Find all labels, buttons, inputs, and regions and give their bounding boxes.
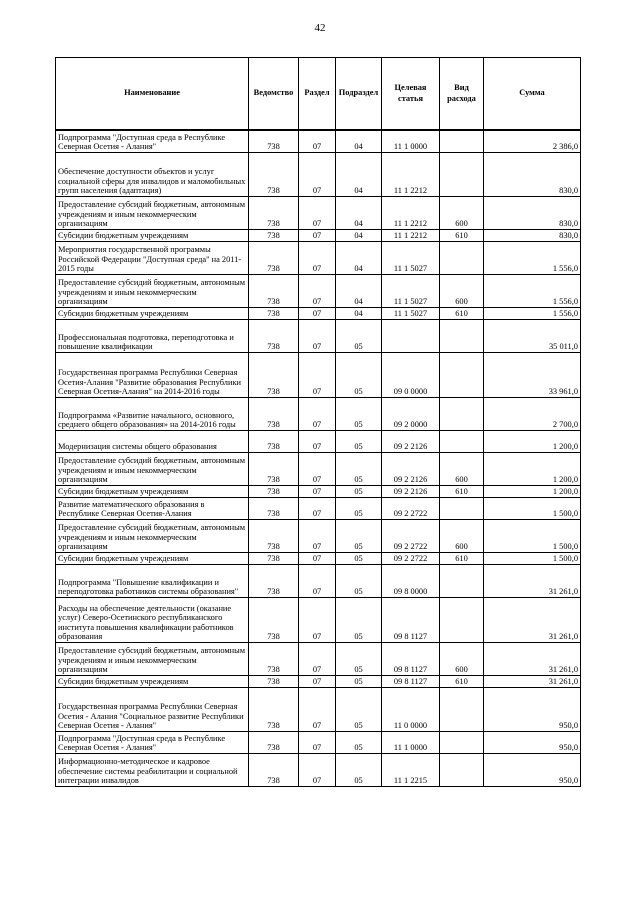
row-expense — [440, 564, 484, 597]
row-sum: 1 556,0 — [484, 307, 581, 319]
row-subsection: 05 — [336, 430, 382, 452]
row-name: Субсидии бюджетным учреждениям — [56, 307, 249, 319]
row-expense: 600 — [440, 519, 484, 552]
row-expense — [440, 687, 484, 731]
row-name: Подпрограмма "Повышение квалификации и переподготовка работников системы образования" — [56, 564, 249, 597]
row-target: 11 1 5027 — [382, 274, 440, 307]
row-name: Обеспечение доступности объектов и услуг социальной сферы для инвалидов и маломобильных групп населения (адаптация) — [56, 152, 249, 196]
row-dept: 738 — [249, 397, 299, 430]
row-dept: 738 — [249, 307, 299, 319]
table-row — [56, 552, 581, 564]
row-target: 11 1 2212 — [382, 152, 440, 196]
row-section: 07 — [299, 196, 336, 229]
row-section: 07 — [299, 642, 336, 675]
row-section: 07 — [299, 352, 336, 397]
row-expense: 610 — [440, 307, 484, 319]
table-row — [56, 519, 581, 552]
row-dept: 738 — [249, 519, 299, 552]
row-dept: 738 — [249, 597, 299, 642]
row-section: 07 — [299, 597, 336, 642]
row-subsection: 04 — [336, 241, 382, 274]
row-target: 11 1 2212 — [382, 229, 440, 241]
row-name: Профессиональная подготовка, переподготовка и повышение квалификации — [56, 319, 249, 352]
row-name: Модернизация системы общего образования — [56, 430, 249, 452]
header-sum: Сумма — [484, 58, 581, 131]
row-target: 09 2 2722 — [382, 519, 440, 552]
row-expense: 600 — [440, 274, 484, 307]
row-sum: 2 386,0 — [484, 130, 581, 152]
row-subsection: 04 — [336, 152, 382, 196]
row-section: 07 — [299, 564, 336, 597]
row-section: 07 — [299, 552, 336, 564]
row-target: 11 0 0000 — [382, 687, 440, 731]
row-expense — [440, 130, 484, 152]
row-subsection: 05 — [336, 552, 382, 564]
header-target: Целевая статья — [382, 58, 440, 131]
row-name: Государственная программа Республики Северная Осетия-Алания "Развитие образования Республики Северная Осетия-Алания" на 2014-2016 годы — [56, 352, 249, 397]
row-subsection: 04 — [336, 229, 382, 241]
row-expense — [440, 497, 484, 519]
row-expense — [440, 352, 484, 397]
row-expense: 600 — [440, 196, 484, 229]
row-dept: 738 — [249, 152, 299, 196]
row-expense — [440, 397, 484, 430]
table-header — [56, 58, 581, 131]
row-expense — [440, 597, 484, 642]
row-dept: 738 — [249, 485, 299, 497]
row-section: 07 — [299, 397, 336, 430]
row-section: 07 — [299, 229, 336, 241]
row-section: 07 — [299, 274, 336, 307]
page-number: 42 — [314, 22, 326, 34]
row-subsection: 05 — [336, 452, 382, 485]
row-sum: 1 200,0 — [484, 430, 581, 452]
budget-table — [55, 57, 581, 787]
row-target — [382, 319, 440, 352]
table-row — [56, 731, 581, 753]
row-name: Подпрограмма "Доступная среда в Республике Северная Осетия - Алания" — [56, 731, 249, 753]
row-name: Предоставление субсидий бюджетным, автономным учреждениям и иным некоммерческим организациям — [56, 452, 249, 485]
row-dept: 738 — [249, 229, 299, 241]
row-expense — [440, 753, 484, 786]
row-subsection: 05 — [336, 352, 382, 397]
row-name: Мероприятия государственной программы Российской Федерации "Доступная среда" на 2011-2015 годы — [56, 241, 249, 274]
row-dept: 738 — [249, 241, 299, 274]
row-target: 09 2 2722 — [382, 497, 440, 519]
row-sum: 830,0 — [484, 196, 581, 229]
row-sum: 830,0 — [484, 152, 581, 196]
row-sum: 1 556,0 — [484, 241, 581, 274]
row-sum: 1 500,0 — [484, 497, 581, 519]
row-expense: 610 — [440, 552, 484, 564]
row-dept: 738 — [249, 687, 299, 731]
table-row — [56, 196, 581, 229]
row-section: 07 — [299, 319, 336, 352]
table-row — [56, 564, 581, 597]
table-row — [56, 274, 581, 307]
row-section: 07 — [299, 307, 336, 319]
row-dept: 738 — [249, 430, 299, 452]
row-expense — [440, 319, 484, 352]
row-name: Субсидии бюджетным учреждениям — [56, 675, 249, 687]
table-body — [56, 130, 581, 786]
row-section: 07 — [299, 130, 336, 152]
row-subsection: 05 — [336, 675, 382, 687]
row-section: 07 — [299, 152, 336, 196]
header-section: Раздел — [299, 58, 336, 131]
row-dept: 738 — [249, 731, 299, 753]
row-dept: 738 — [249, 497, 299, 519]
row-name: Предоставление субсидий бюджетным, автономным учреждениям и иным некоммерческим организациям — [56, 642, 249, 675]
row-target: 09 2 2126 — [382, 452, 440, 485]
row-section: 07 — [299, 731, 336, 753]
row-subsection: 05 — [336, 597, 382, 642]
table-row — [56, 642, 581, 675]
row-target: 09 8 1127 — [382, 597, 440, 642]
header-dept: Ведомство — [249, 58, 299, 131]
row-name: Субсидии бюджетным учреждениям — [56, 485, 249, 497]
row-expense — [440, 152, 484, 196]
row-name: Предоставление субсидий бюджетным, автономным учреждениям и иным некоммерческим организациям — [56, 274, 249, 307]
row-name: Государственная программа Республики Северная Осетия - Алания "Социальное развитие Республики Северная Осетия - Алания" — [56, 687, 249, 731]
header-name: Наименование — [56, 58, 249, 131]
row-subsection: 05 — [336, 397, 382, 430]
row-name: Развитие математического образования в Республике Северная Осетия-Алания — [56, 497, 249, 519]
row-name: Информационно-методическое и кадровое обеспечение системы реабилитации и социальной интеграции инвалидов — [56, 753, 249, 786]
row-expense: 600 — [440, 642, 484, 675]
row-section: 07 — [299, 753, 336, 786]
row-subsection: 05 — [336, 519, 382, 552]
row-sum: 31 261,0 — [484, 597, 581, 642]
row-subsection: 05 — [336, 564, 382, 597]
table-row — [56, 307, 581, 319]
table-row — [56, 152, 581, 196]
row-sum: 31 261,0 — [484, 564, 581, 597]
row-sum: 2 700,0 — [484, 397, 581, 430]
row-target: 09 0 0000 — [382, 352, 440, 397]
row-sum: 950,0 — [484, 731, 581, 753]
row-expense — [440, 430, 484, 452]
row-name: Расходы на обеспечение деятельности (оказание услуг) Северо-Осетинского республиканского института повышения квалификации работников образования — [56, 597, 249, 642]
row-subsection: 05 — [336, 497, 382, 519]
table-row — [56, 753, 581, 786]
row-expense — [440, 241, 484, 274]
row-sum: 1 556,0 — [484, 274, 581, 307]
table-row — [56, 497, 581, 519]
table-row — [56, 130, 581, 152]
row-section: 07 — [299, 497, 336, 519]
row-target: 09 2 2722 — [382, 552, 440, 564]
row-target: 09 2 2126 — [382, 430, 440, 452]
row-dept: 738 — [249, 130, 299, 152]
row-subsection: 05 — [336, 485, 382, 497]
table-row — [56, 430, 581, 452]
row-expense: 610 — [440, 675, 484, 687]
row-subsection: 05 — [336, 687, 382, 731]
table-row — [56, 319, 581, 352]
row-expense: 610 — [440, 485, 484, 497]
row-section: 07 — [299, 687, 336, 731]
table-row — [56, 241, 581, 274]
row-section: 07 — [299, 519, 336, 552]
row-target: 09 2 0000 — [382, 397, 440, 430]
row-target: 11 1 2215 — [382, 753, 440, 786]
row-sum: 830,0 — [484, 229, 581, 241]
row-name: Субсидии бюджетным учреждениям — [56, 552, 249, 564]
row-name: Предоставление субсидий бюджетным, автономным учреждениям и иным некоммерческим организациям — [56, 519, 249, 552]
row-dept: 738 — [249, 675, 299, 687]
table-row — [56, 675, 581, 687]
row-subsection: 04 — [336, 307, 382, 319]
row-dept: 738 — [249, 753, 299, 786]
row-name: Подпрограмма «Развитие начального, основного, среднего общего образования» на 2014-2016 годы — [56, 397, 249, 430]
row-target: 09 8 1127 — [382, 642, 440, 675]
row-expense — [440, 731, 484, 753]
row-dept: 738 — [249, 274, 299, 307]
row-section: 07 — [299, 452, 336, 485]
row-target: 11 1 5027 — [382, 241, 440, 274]
row-dept: 738 — [249, 352, 299, 397]
row-target: 11 1 0000 — [382, 731, 440, 753]
row-sum: 1 200,0 — [484, 485, 581, 497]
row-section: 07 — [299, 430, 336, 452]
row-dept: 738 — [249, 452, 299, 485]
row-expense: 600 — [440, 452, 484, 485]
row-dept: 738 — [249, 196, 299, 229]
row-target: 11 1 0000 — [382, 130, 440, 152]
table-row — [56, 397, 581, 430]
header-subsection: Подраздел — [336, 58, 382, 131]
row-target: 09 8 0000 — [382, 564, 440, 597]
row-sum: 33 961,0 — [484, 352, 581, 397]
row-sum: 31 261,0 — [484, 675, 581, 687]
row-subsection: 05 — [336, 753, 382, 786]
row-target: 09 2 2126 — [382, 485, 440, 497]
row-sum: 1 500,0 — [484, 519, 581, 552]
row-sum: 950,0 — [484, 687, 581, 731]
row-sum: 35 011,0 — [484, 319, 581, 352]
row-subsection: 05 — [336, 731, 382, 753]
table-row — [56, 485, 581, 497]
row-section: 07 — [299, 675, 336, 687]
row-target: 11 1 2212 — [382, 196, 440, 229]
row-target: 11 1 5027 — [382, 307, 440, 319]
row-section: 07 — [299, 485, 336, 497]
row-dept: 738 — [249, 642, 299, 675]
row-name: Предоставление субсидий бюджетным, автономным учреждениям и иным некоммерческим организациям — [56, 196, 249, 229]
table-row — [56, 352, 581, 397]
row-sum: 1 500,0 — [484, 552, 581, 564]
row-expense: 610 — [440, 229, 484, 241]
row-subsection: 04 — [336, 196, 382, 229]
row-dept: 738 — [249, 552, 299, 564]
table-row — [56, 229, 581, 241]
row-subsection: 04 — [336, 130, 382, 152]
row-subsection: 04 — [336, 274, 382, 307]
row-sum: 1 200,0 — [484, 452, 581, 485]
row-subsection: 05 — [336, 642, 382, 675]
table-row — [56, 687, 581, 731]
table-row — [56, 452, 581, 485]
row-name: Подпрограмма "Доступная среда в Республике Северная Осетия - Алания" — [56, 130, 249, 152]
row-sum: 950,0 — [484, 753, 581, 786]
row-section: 07 — [299, 241, 336, 274]
row-target: 09 8 1127 — [382, 675, 440, 687]
row-dept: 738 — [249, 319, 299, 352]
row-dept: 738 — [249, 564, 299, 597]
row-subsection: 05 — [336, 319, 382, 352]
header-expense: Вид расхода — [440, 58, 484, 131]
table-row — [56, 597, 581, 642]
row-name: Субсидии бюджетным учреждениям — [56, 229, 249, 241]
row-sum: 31 261,0 — [484, 642, 581, 675]
